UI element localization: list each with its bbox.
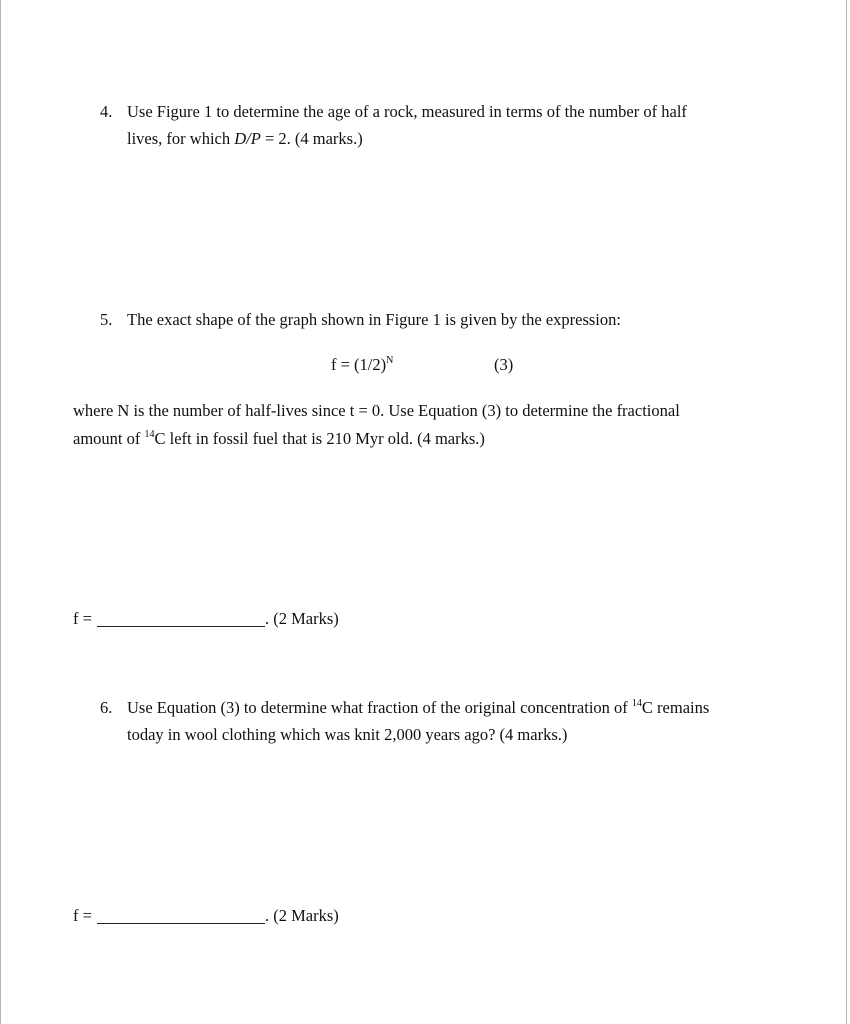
question-4-line-2-suffix: = 2. (4 marks.) [260,129,363,148]
question-5-line-1: The exact shape of the graph shown in Figure 1 is given by the expression: [127,310,621,329]
question-4-variable: D/P [234,129,261,148]
question-6-line-2: today in wool clothing which was knit 2,000 years ago? (4 marks.) [127,725,568,744]
equation-base: f = (1/2) [331,355,387,374]
question-5-answer-blank[interactable] [97,626,265,627]
question-6-line-1-suffix: C remains [641,698,710,717]
question-4-line-2-prefix: lives, for which [127,129,235,148]
equation-number: (3) [494,355,514,374]
equation-3 [331,355,393,375]
question-5-answer-marks: . (2 Marks) [265,609,339,628]
question-4-line-2 [127,129,363,149]
question-5-body-line-2-suffix: C left in fossil fuel that is 210 Myr old. (4 marks.) [154,429,485,448]
question-4-line-1: Use Figure 1 to determine the age of a rock, measured in terms of the number of half [127,102,687,121]
question-6-number: 6. [100,698,113,717]
question-5-body-line-2 [73,429,485,449]
question-6-answer-label: f = [73,906,92,925]
equation-exponent: N [386,355,394,366]
question-6-line-1 [127,698,709,718]
question-5-number: 5. [100,310,113,329]
carbon-14-superscript: 14 [631,698,642,709]
question-5-body-line-1: where N is the number of half-lives since t = 0. Use Equation (3) to determine the fractional [73,401,680,420]
question-6-answer-blank[interactable] [97,923,265,924]
question-4-number: 4. [100,102,113,121]
carbon-14-superscript: 14 [144,429,155,440]
question-6-line-1-prefix: Use Equation (3) to determine what fraction of the original concentration of [127,698,632,717]
question-6-answer-marks: . (2 Marks) [265,906,339,925]
question-5-answer-label: f = [73,609,92,628]
question-5-body-line-2-prefix: amount of [73,429,145,448]
